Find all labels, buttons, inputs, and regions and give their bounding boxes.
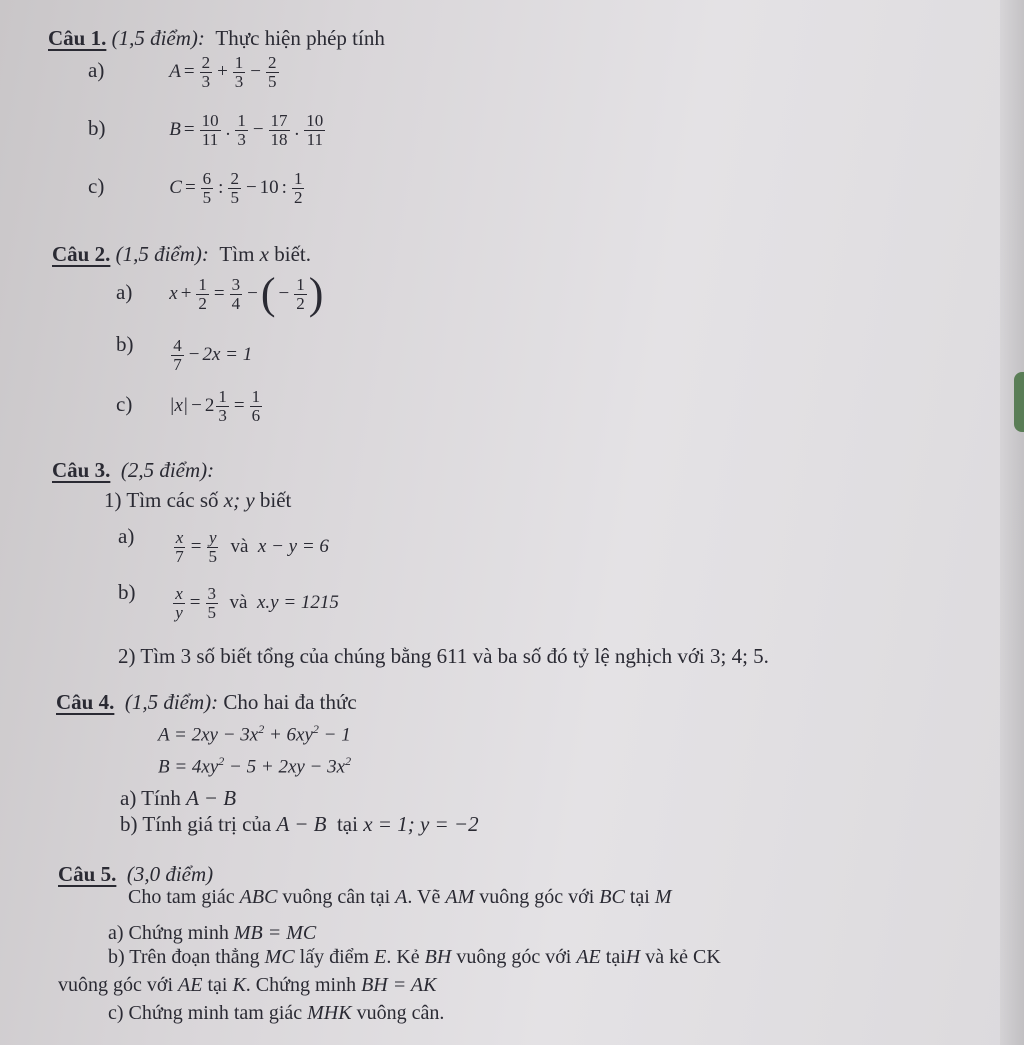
- q2a-n2: 3: [231, 274, 241, 294]
- q1a: [88, 54, 281, 91]
- q1-label: Câu 1.: [48, 26, 107, 50]
- q2-label: Câu 2.: [52, 242, 111, 266]
- q5b-2: lấy điểm: [299, 946, 370, 968]
- q1a-expr: A = $\frac{2}{3}$ + $\frac{1}{3}$ − $\frac{2}{5}$: [169, 53, 277, 91]
- q5-intro-2: vuông cân tại: [282, 886, 391, 908]
- q2b-rhs: 2x = 1: [202, 344, 253, 366]
- q1b-d3: 18: [270, 129, 288, 149]
- q1-points: (1,5 điểm):: [111, 26, 205, 50]
- q5b2-2: tại: [207, 974, 228, 996]
- q2a-letter: a): [116, 280, 133, 304]
- q4-b-pre: B = 4xy: [158, 756, 219, 778]
- q5b-6: và kẻ CK: [645, 946, 721, 968]
- q1b-expr: B = $\frac{10}{11}$ . $\frac{1}{3}$ − $\frac{17}{18}$ . $\frac{10}{11}$: [169, 111, 324, 149]
- q2-instruction-var: x: [259, 242, 269, 266]
- q1a-n2: 1: [234, 53, 244, 72]
- q2-instruction-pre: Tìm: [219, 242, 255, 266]
- q5b-3: . Kẻ: [386, 946, 420, 968]
- q5b-mc: MC: [264, 946, 295, 968]
- q1b-d1: 11: [201, 129, 219, 149]
- q1b-letter: b): [88, 116, 106, 141]
- q3-p1-text: 1) Tìm các số: [104, 488, 219, 512]
- q2b: [116, 332, 252, 374]
- q3-heading: [52, 458, 214, 483]
- q4-poly-b: [158, 754, 351, 778]
- q1a-n1: 2: [201, 53, 211, 72]
- q5-intro-a: A: [395, 886, 408, 908]
- q1c-n2: 2: [230, 169, 239, 188]
- q2a-d3: 2: [296, 293, 305, 313]
- q5b-4: vuông góc với: [456, 946, 572, 968]
- q2b-n1: 4: [173, 336, 182, 355]
- q1b-n3: 17: [270, 111, 288, 130]
- q1b-d2: 3: [237, 129, 246, 149]
- q5b2-ae: AE: [178, 974, 203, 996]
- q5-intro-3: . Vẽ: [407, 886, 441, 908]
- q4-a-post: − 1: [318, 724, 351, 746]
- q5b-cont: [58, 974, 436, 997]
- q5-intro-abc: ABC: [239, 886, 278, 908]
- q1b-n1: 10: [201, 111, 219, 130]
- q3-label: Câu 3.: [52, 458, 111, 482]
- q2b-d1: 7: [173, 354, 182, 374]
- q2b-letter: b): [116, 332, 134, 356]
- q5b-ae: AE: [576, 946, 601, 968]
- q1b-n4: 10: [306, 111, 324, 130]
- q1b: [88, 112, 327, 149]
- q4b-at: tại: [336, 812, 358, 836]
- q3-points: (2,5 điểm):: [120, 458, 215, 482]
- q4b-expr: A − B: [276, 812, 327, 836]
- q1c-d2: 5: [230, 187, 239, 207]
- q2c-letter: c): [116, 392, 133, 417]
- q4b: [120, 812, 479, 837]
- q3a-cond: x − y = 6: [257, 536, 329, 558]
- q1c-expr: C = $\frac{6}{5}$ : $\frac{2}{5}$ − 10 : $\frac{1}{2}$: [169, 169, 303, 207]
- q1c: [88, 170, 306, 207]
- q5c-post: vuông cân.: [356, 1002, 445, 1024]
- q5-intro-4: vuông góc với: [479, 886, 595, 908]
- q1c-d1: 5: [202, 187, 212, 207]
- q3-part2: 2) Tìm 3 số biết tổng của chúng bằng 611 và ba số đó tỷ lệ nghịch với 3; 4; 5.: [118, 644, 769, 668]
- q2b-expr: $\frac{4}{7}$ − 2x = 1: [173, 336, 253, 374]
- q2c-d2: 6: [251, 405, 261, 425]
- q5b-5: tại: [605, 946, 626, 968]
- q3a-n1: x: [175, 528, 184, 547]
- q3a-expr: $\frac{x}{7}$ = $\frac{y}{5}$ và x − y = 6: [175, 528, 329, 566]
- q3a-and: và: [230, 536, 249, 558]
- q2-heading: [52, 242, 311, 267]
- q1c-k: 10: [259, 177, 279, 199]
- q1-heading: [48, 26, 385, 51]
- q1c-n1: 6: [202, 169, 212, 188]
- plant-leaf-edge: [1014, 372, 1024, 432]
- q5b-h: H: [625, 946, 641, 968]
- q4b-vals: x = 1; y = −2: [363, 812, 479, 836]
- q4-a-sup1: 2: [258, 722, 265, 736]
- q2-instruction-post: biết.: [274, 242, 311, 266]
- q1a-d3: 5: [268, 71, 277, 91]
- q3b-letter: b): [118, 580, 136, 604]
- q4-b-sup2: 2: [345, 754, 352, 768]
- q4-heading: [56, 690, 357, 715]
- q5-intro-m: M: [654, 886, 672, 908]
- q2a: [116, 269, 324, 318]
- page-fold-shadow: [1000, 0, 1024, 1045]
- q5-intro: [128, 886, 672, 909]
- q2a-expr: x + $\frac{1}{2}$ = $\frac{3}{4}$ − ( − $\frac{1}{2}$ ): [169, 269, 324, 318]
- q1a-letter: a): [88, 58, 105, 83]
- q1a-d2: 3: [234, 71, 244, 91]
- q2c: [116, 388, 264, 425]
- q2c-d1: 3: [218, 405, 227, 425]
- q5-intro-5: tại: [629, 886, 650, 908]
- q4-a-pre: A = 2xy − 3x: [158, 724, 259, 746]
- q5b2-3: . Chứng minh: [245, 974, 357, 996]
- q5-intro-am: AM: [445, 886, 475, 908]
- q5-heading: [58, 862, 213, 887]
- q5a-expr: MB = MC: [233, 922, 317, 944]
- q2a-d2: 4: [231, 293, 241, 313]
- q3a-n2: y: [208, 528, 217, 547]
- q3-p1-vars: x; y: [223, 488, 255, 512]
- q3b-expr: $\frac{x}{y}$ = $\frac{3}{5}$ và x.y = 1215: [175, 584, 339, 622]
- q4-a-mid: + 6xy: [264, 724, 313, 746]
- q4-poly-a: [158, 722, 351, 746]
- q5a: [108, 922, 316, 945]
- q4-points: (1,5 điểm):: [124, 690, 219, 714]
- q2a-n3: 1: [296, 274, 305, 294]
- q5c-mhk: MHK: [307, 1002, 352, 1024]
- q5-intro-1: Cho tam giác: [128, 886, 235, 908]
- q3a-d1: 7: [175, 546, 184, 566]
- q5b-bh: BH: [424, 946, 452, 968]
- q1a-n3: 2: [268, 53, 277, 72]
- q1a-d1: 3: [201, 71, 211, 91]
- q2c-n1: 1: [218, 387, 227, 406]
- q3b-n1: x: [175, 584, 183, 603]
- q4a-text: a) Tính: [120, 786, 181, 810]
- q3a-letter: a): [118, 524, 135, 548]
- q3b-d2: 5: [207, 602, 217, 622]
- q3b-and: và: [229, 592, 248, 614]
- q1c-d3: 2: [293, 187, 303, 207]
- q3a: [118, 524, 329, 566]
- q3-p1-post: biết: [259, 488, 292, 512]
- q3b-cond: x.y = 1215: [256, 592, 339, 614]
- q5-label: Câu 5.: [58, 862, 117, 886]
- q2a-d1: 2: [198, 293, 207, 313]
- q3a-d2: 5: [208, 546, 217, 566]
- q4-instruction: Cho hai đa thức: [223, 690, 357, 714]
- q5b2-k: K: [232, 974, 246, 996]
- q2c-expr: |x| − 2 $\frac{1}{3}$ = $\frac{1}{6}$: [169, 387, 261, 425]
- q2-points: (1,5 điểm):: [115, 242, 209, 266]
- q1b-n2: 1: [237, 111, 246, 130]
- q1-instruction: Thực hiện phép tính: [215, 26, 385, 50]
- q1c-var: C: [169, 177, 182, 199]
- q4a-expr: A − B: [186, 786, 237, 810]
- q4a: [120, 786, 236, 811]
- q5-intro-bc: BC: [599, 886, 625, 908]
- q5b2-expr: BH = AK: [361, 974, 437, 996]
- q2c-n2: 1: [251, 387, 261, 406]
- q5b2-1: vuông góc với: [58, 974, 174, 996]
- q2a-n1: 1: [198, 274, 207, 294]
- q4-b-sup1: 2: [218, 754, 225, 768]
- q4-label: Câu 4.: [56, 690, 115, 714]
- q5-points: (3,0 điểm): [126, 862, 214, 886]
- q1b-d4: 11: [306, 129, 323, 149]
- q4-a-sup2: 2: [312, 722, 319, 736]
- q5b-e: E: [374, 946, 387, 968]
- q3b-n2: 3: [207, 584, 217, 603]
- q3b-d1: y: [175, 602, 183, 622]
- q5c-text: c) Chứng minh tam giác: [108, 1002, 303, 1024]
- q4-b-mid: − 5 + 2xy − 3x: [224, 756, 346, 778]
- q1a-var: A: [169, 61, 181, 83]
- q1c-letter: c): [88, 174, 105, 199]
- q4b-text: b) Tính giá trị của: [120, 812, 272, 836]
- q1c-n3: 1: [293, 169, 303, 188]
- q1b-var: B: [169, 119, 181, 141]
- q5b: [108, 946, 721, 969]
- q3-part1: [104, 488, 291, 513]
- q5b-1: b) Trên đoạn thẳng: [108, 946, 260, 968]
- q5a-text: a) Chứng minh: [108, 922, 229, 944]
- q3b: [118, 580, 339, 622]
- q5c: [108, 1002, 444, 1025]
- q2c-whole: 2: [204, 395, 215, 417]
